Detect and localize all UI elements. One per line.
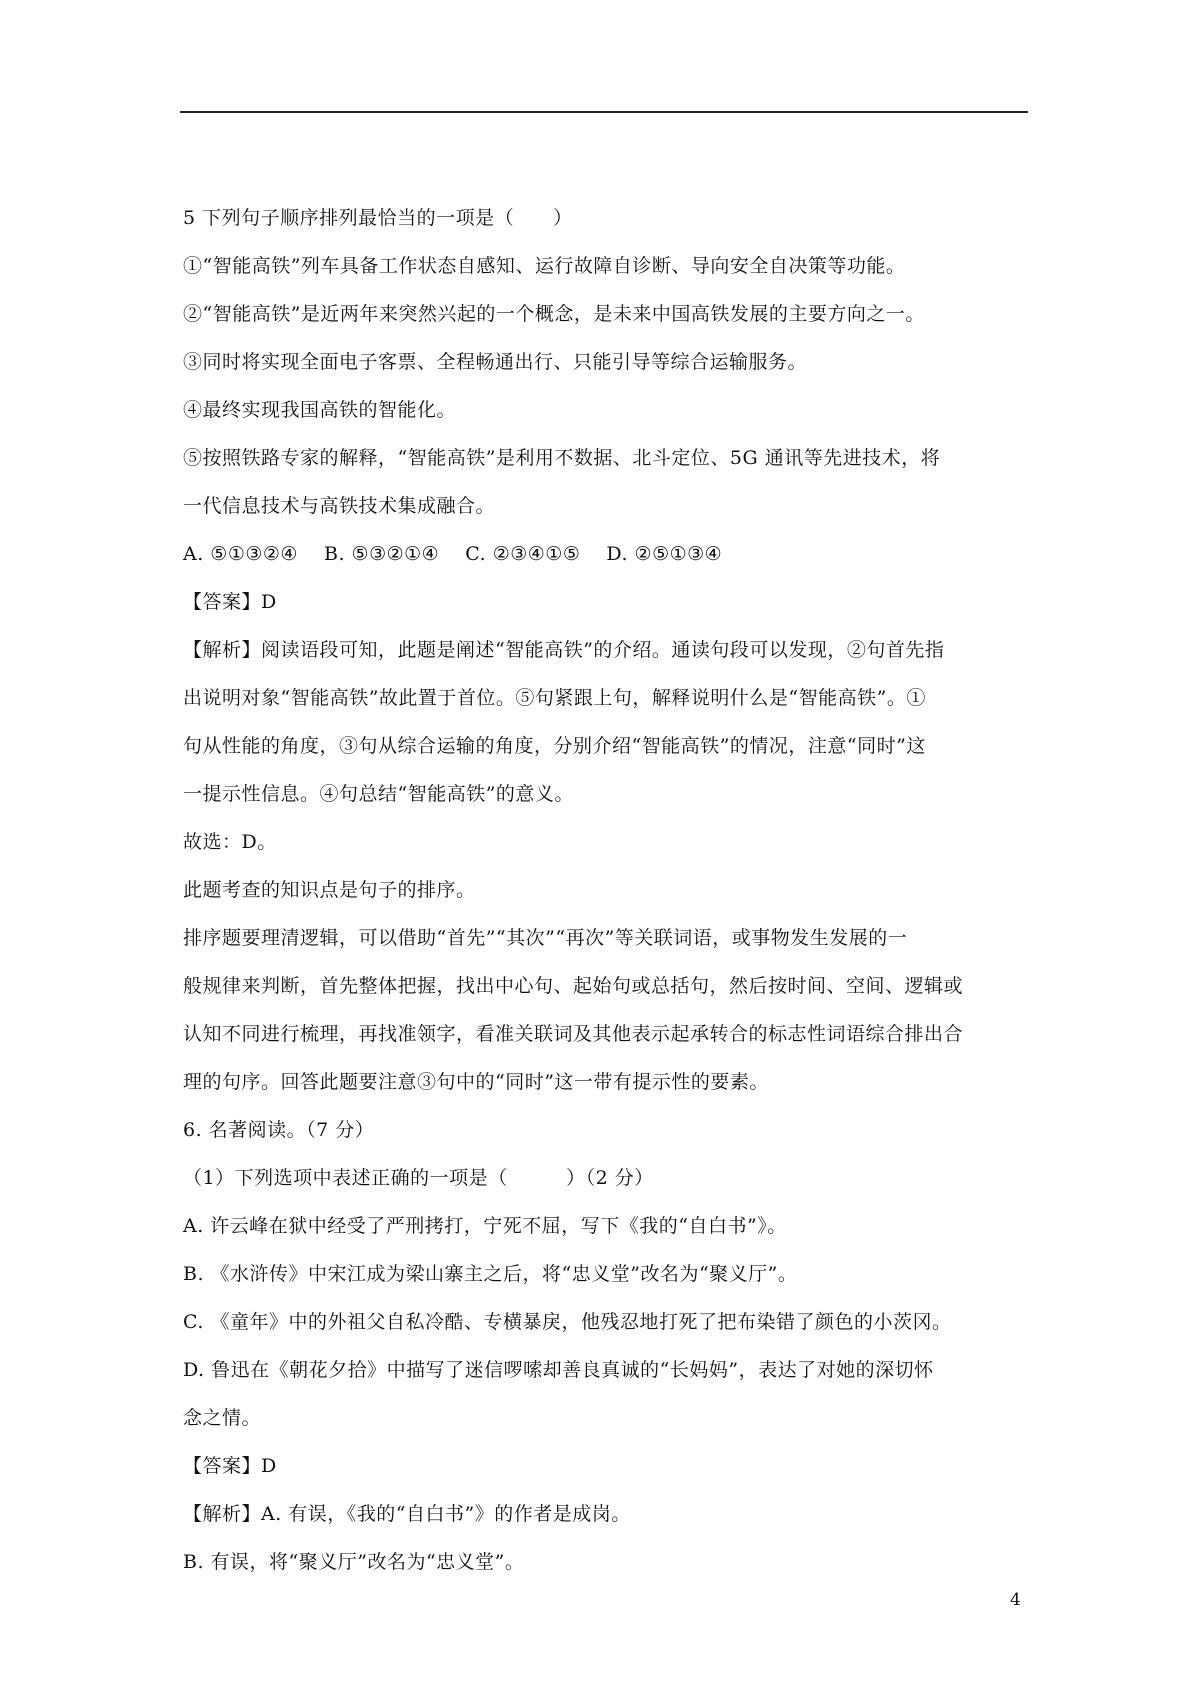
- question-6-option-a: A. 许云峰在狱中经受了严刑拷打，宁死不屈，写下《我的“自白书”》。: [183, 1215, 787, 1237]
- question-5-stem: 5 下列句子顺序排列最恰当的一项是（ ）: [183, 207, 573, 229]
- question-5-knowledge-point: 此题考查的知识点是句子的排序。: [183, 879, 476, 901]
- sentence-2: ②“智能高铁”是近两年来突然兴起的一个概念，是未来中国高铁发展的主要方向之一。: [183, 303, 925, 325]
- sentence-5-continued: 一代信息技术与高铁技术集成融合。: [183, 495, 496, 517]
- question-6-option-c: C. 《童年》中的外祖父自私冷酷、专横暴戾，他残忍地打死了把布染错了颜色的小茨冈。: [183, 1311, 952, 1333]
- question-5-analysis-line: 【解析】阅读语段可知，此题是阐述“智能高铁”的介绍。通读句段可以发现，②句首先指: [183, 639, 945, 661]
- page-number: 4: [1010, 1590, 1021, 1610]
- sentence-5: ⑤按照铁路专家的解释，“智能高铁”是利用不数据、北斗定位、5G 通讯等先进技术，将: [183, 447, 941, 469]
- document-body: [183, 197, 1028, 1589]
- question-5-method-line: 认知不同进行梳理，再找准领字，看准关联词及其他表示起承转合的标志性词语综合排出合: [183, 1023, 964, 1045]
- question-6-analysis-a: 【解析】A. 有误，《我的“自白书”》的作者是成岗。: [183, 1503, 631, 1525]
- question-6-analysis-b: B. 有误，将“聚义厅”改名为“忠义堂”。: [183, 1551, 525, 1573]
- question-5-answer: 【答案】D: [183, 591, 277, 613]
- question-6-part-1-stem: （1）下列选项中表述正确的一项是（ ）（2 分）: [183, 1167, 654, 1189]
- question-6-title: 6. 名著阅读。（7 分）: [183, 1119, 375, 1141]
- question-5-analysis-line: 一提示性信息。④句总结“智能高铁”的意义。: [183, 783, 574, 805]
- question-5-analysis-line: 句从性能的角度，③句从综合运输的角度，分别介绍“智能高铁”的情况，注意“同时”这: [183, 735, 926, 757]
- question-5-choice: 故选：D。: [183, 831, 277, 853]
- header-rule: [180, 111, 1028, 113]
- question-6-option-d-continued: 念之情。: [183, 1407, 262, 1429]
- question-5-method-line: 理的句序。回答此题要注意③句中的“同时”这一带有提示性的要素。: [183, 1071, 769, 1093]
- question-6-option-d: D. 鲁迅在《朝花夕拾》中描写了迷信啰嗦却善良真诚的“长妈妈”，表达了对她的深切怀: [183, 1359, 934, 1381]
- sentence-1: ①“智能高铁”列车具备工作状态自感知、运行故障自诊断、导向安全自决策等功能。: [183, 255, 906, 277]
- question-6-option-b: B. 《水浒传》中宋江成为梁山寨主之后，将“忠义堂”改名为“聚义厅”。: [183, 1263, 798, 1285]
- question-5-analysis-line: 出说明对象“智能高铁”故此置于首位。⑤句紧跟上句，解释说明什么是“智能高铁”。①: [183, 687, 926, 709]
- question-5-options: A. ⑤①③②④ B. ⑤③②①④ C. ②③④①⑤ D. ②⑤①③④: [183, 543, 723, 565]
- question-5-method-line: 般规律来判断，首先整体把握，找出中心句、起始句或总括句，然后按时间、空间、逻辑或: [183, 975, 964, 997]
- question-5-method-line: 排序题要理清逻辑，可以借助“首先”“其次”“再次”等关联词语，或事物发生发展的一: [183, 927, 908, 949]
- question-6-answer: 【答案】D: [183, 1455, 277, 1477]
- sentence-4: ④最终实现我国高铁的智能化。: [183, 399, 457, 421]
- sentence-3: ③同时将实现全面电子客票、全程畅通出行、只能引导等综合运输服务。: [183, 351, 808, 373]
